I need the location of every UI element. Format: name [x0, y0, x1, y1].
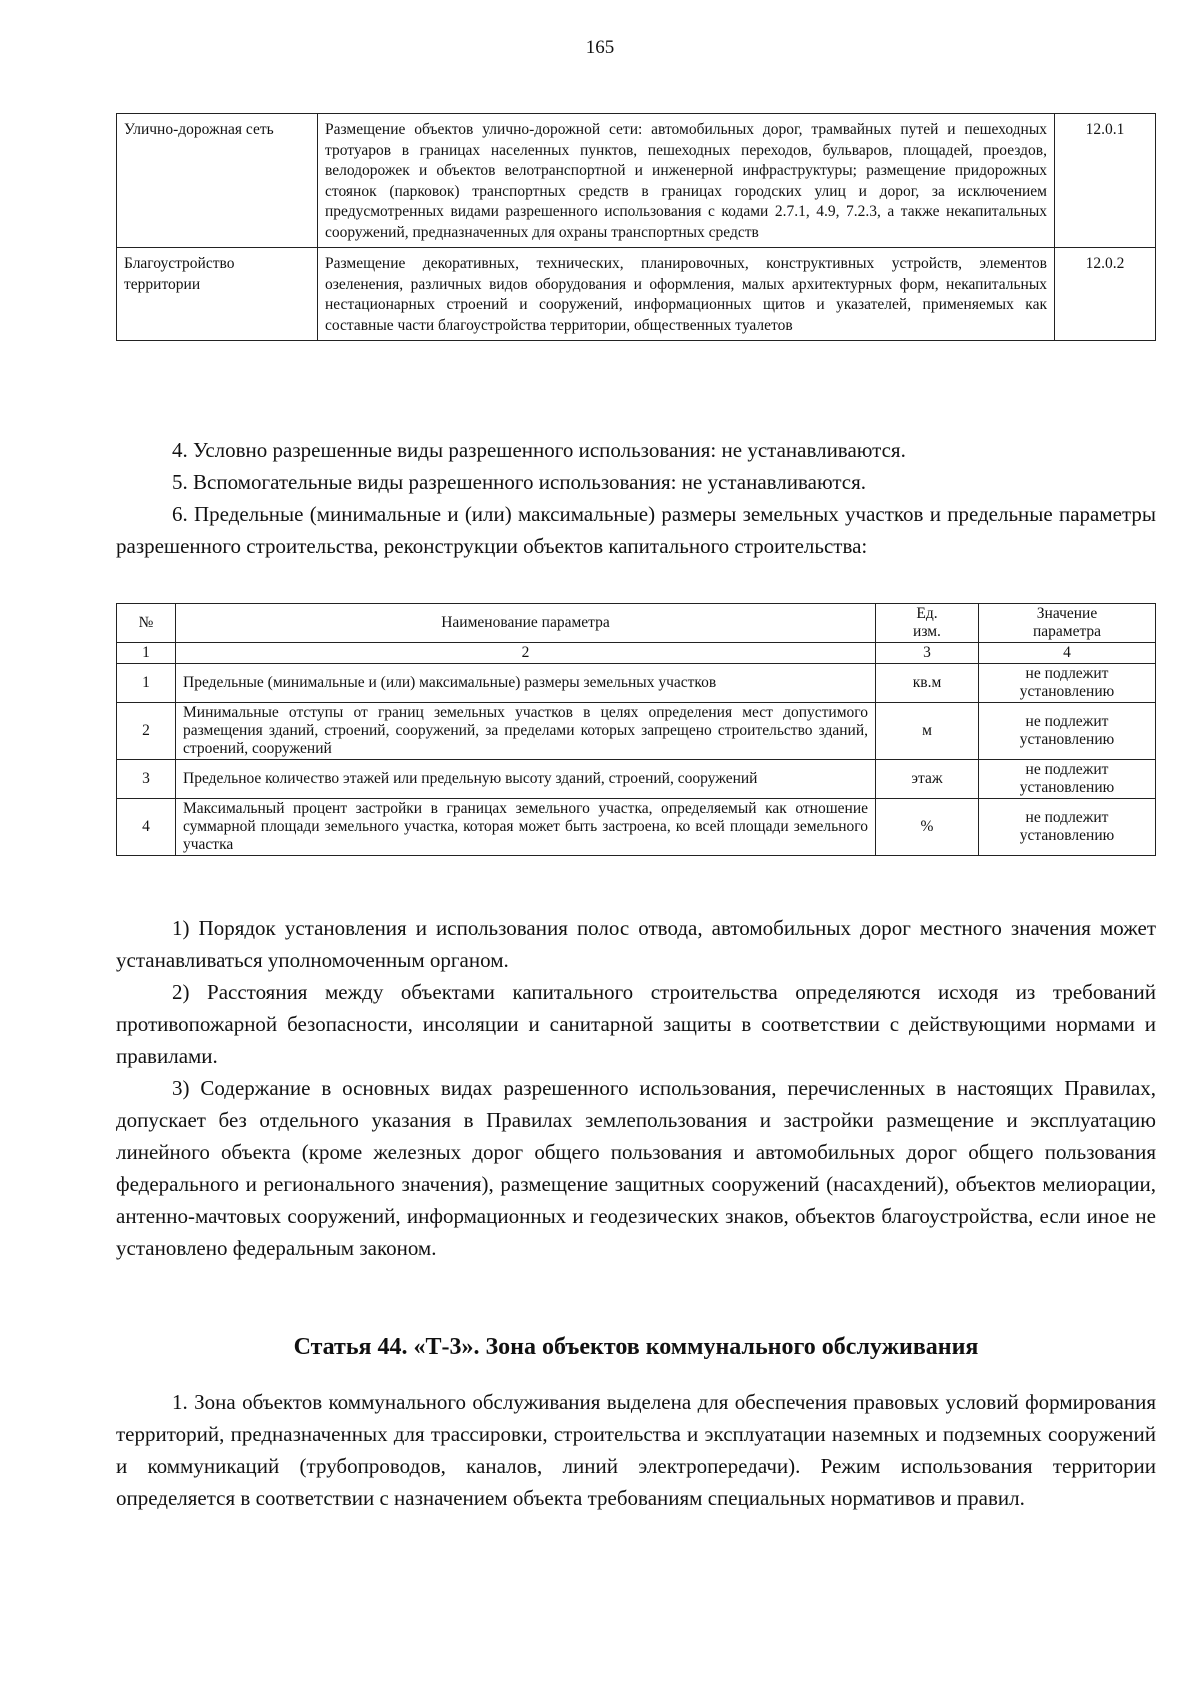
paragraph-4: 4. Условно разрешенные виды разрешенного использования: не устанавливаются. — [172, 438, 906, 462]
params-table — [116, 603, 1156, 856]
land-use-table — [116, 113, 1156, 341]
row-value: не подлежит установлению — [979, 703, 1156, 760]
column-number-row — [117, 643, 1156, 664]
col-number: 3 — [876, 643, 979, 664]
header-value: Значение параметра — [979, 604, 1156, 643]
note-2: 2) Расстояния между объектами капитального строительства определяются исходя из требований противопожарной безопасности, инсоляции и санитарной защиты в соответствии с действующими нормами и правилами. — [116, 980, 1156, 1068]
use-code: 12.0.2 — [1055, 248, 1156, 341]
header-name: Наименование параметра — [176, 604, 876, 643]
row-param: Предельное количество этажей или предельную высоту зданий, строений, сооружений — [176, 760, 876, 799]
use-description: Размещение объектов улично-дорожной сети: автомобильных дорог, трамвайных путей и пешеходных тротуаров в границах населенных пунктов, пешеходных переходов, бульваров, площадей, проездов, велодорожек и объектов велотранспортной и инженерной инфраструктуры; размещение придорожных стоянок (парковок) транспортных средств в границах городских улиц и дорог, за исключением предусмотренных видами разрешенного использования с кодами 2.7.1, 4.9, 7.2.3, а также некапитальных сооружений, предназначенных для охраны транспортных средств — [318, 114, 1055, 248]
row-unit: м — [876, 703, 979, 760]
header-num: № — [117, 604, 176, 643]
header-unit: Ед. изм. — [876, 604, 979, 643]
row-param: Предельные (минимальные и (или) максимальные) размеры земельных участков — [176, 664, 876, 703]
use-name: Улично-дорожная сеть — [117, 114, 318, 248]
page-number: 165 — [585, 37, 615, 58]
table-row — [117, 664, 1156, 703]
col-number: 4 — [979, 643, 1156, 664]
table-row — [117, 114, 1156, 248]
row-param: Максимальный процент застройки в границах земельного участка, определяемый как отношение суммарной площади земельного участка, которая может быть застроена, ко всей площади земельного участка — [176, 799, 876, 856]
paragraph-5: 5. Вспомогательные виды разрешенного использования: не устанавливаются. — [172, 470, 867, 494]
article-heading: Статья 44. «Т-3». Зона объектов коммунального обслуживания — [293, 1334, 979, 1360]
row-num: 1 — [117, 664, 176, 703]
col-number: 2 — [176, 643, 876, 664]
row-num: 2 — [117, 703, 176, 760]
table-header-row — [117, 604, 1156, 643]
row-unit: этаж — [876, 760, 979, 799]
note-1: 1) Порядок установления и использования полос отвода, автомобильных дорог местного значения может устанавливаться уполномоченным органом. — [116, 916, 1156, 972]
use-name: Благоустройство территории — [117, 248, 318, 341]
row-unit: % — [876, 799, 979, 856]
article-paragraph-1: 1. Зона объектов коммунального обслуживания выделена для обеспечения правовых условий формирования территорий, предназначенных для трассировки, строительства и эксплуатации наземных и подземных сооружений и коммуникаций (трубопроводов, каналов, линий электропередачи). Режим использования территории определяется в соответствии с назначением объекта требованиям специальных нормативов и правил. — [116, 1390, 1156, 1510]
table-row — [117, 703, 1156, 760]
use-description: Размещение декоративных, технических, планировочных, конструктивных устройств, элементов озеленения, различных видов оборудования и оформления, малых архитектурных форм, некапитальных нестационарных строений и сооружений, информационных щитов и указателей, применяемых как составные части благоустройства территории, общественных туалетов — [318, 248, 1055, 341]
row-value: не подлежит установлению — [979, 664, 1156, 703]
row-num: 3 — [117, 760, 176, 799]
row-value: не подлежит установлению — [979, 760, 1156, 799]
row-param: Минимальные отступы от границ земельных участков в целях определения мест допустимого размещения зданий, строений, сооружений, за пределами которых запрещено строительство зданий, строений, сооружений — [176, 703, 876, 760]
table-row — [117, 799, 1156, 856]
col-number: 1 — [117, 643, 176, 664]
row-num: 4 — [117, 799, 176, 856]
note-3: 3) Содержание в основных видах разрешенного использования, перечисленных в настоящих Правилах, допускает без отдельного указания в Правилах землепользования и застройки размещение и эксплуатацию линейного объекта (кроме железных дорог общего пользования и автомобильных дорог общего пользования федерального и регионального значения), размещение защитных сооружений (насахдений), объектов мелиорации, антенно-мачтовых сооружений, информационных и геодезических знаков, объектов благоустройства, если иное не установлено федеральным законом. — [116, 1076, 1156, 1260]
table-row — [117, 248, 1156, 341]
row-unit: кв.м — [876, 664, 979, 703]
use-code: 12.0.1 — [1055, 114, 1156, 248]
table-row — [117, 760, 1156, 799]
row-value: не подлежит установлению — [979, 799, 1156, 856]
paragraph-6: 6. Предельные (минимальные и (или) максимальные) размеры земельных участков и предельные параметры разрешенного строительства, реконструкции объектов капитального строительства: — [116, 502, 1156, 558]
